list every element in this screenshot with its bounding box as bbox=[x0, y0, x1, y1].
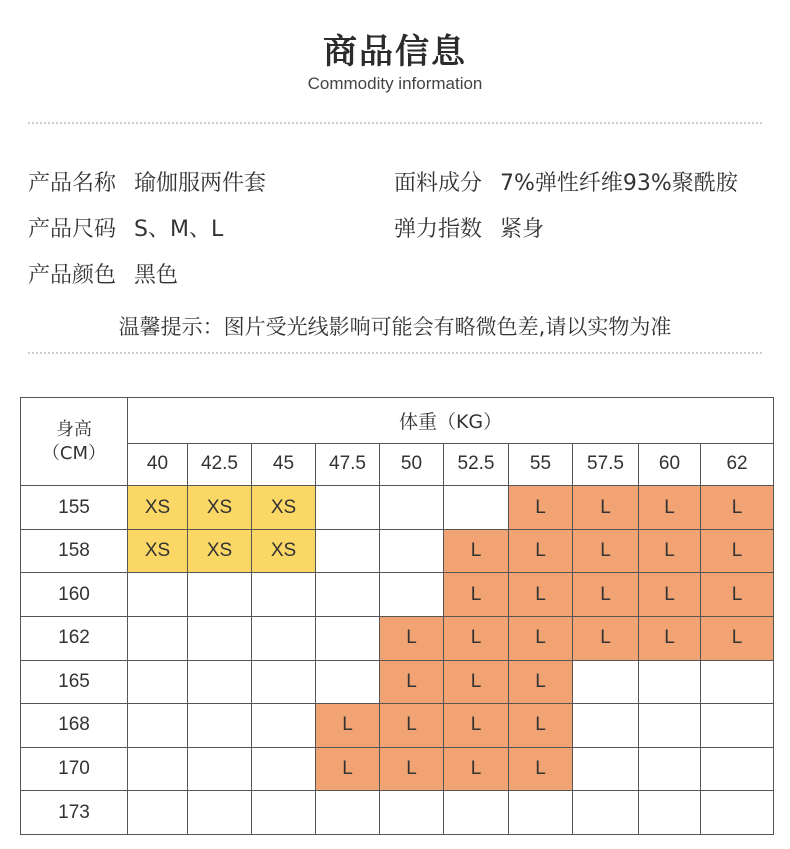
size-cell bbox=[573, 660, 639, 704]
top-divider bbox=[28, 122, 762, 124]
stretch-label: 弹力指数 bbox=[394, 217, 483, 242]
size-cell: L bbox=[573, 616, 639, 660]
size-cell bbox=[188, 791, 252, 835]
size-cell bbox=[444, 486, 509, 530]
size-cell: L bbox=[639, 486, 701, 530]
size-cell bbox=[701, 704, 774, 748]
size-cell: L bbox=[573, 573, 639, 617]
size-cell bbox=[316, 660, 380, 704]
product-name-value: 瑜伽服两件套 bbox=[134, 171, 267, 196]
size-cell bbox=[316, 616, 380, 660]
height-header-line2: （CM） bbox=[41, 442, 107, 464]
size-cell: L bbox=[701, 529, 774, 573]
size-cell bbox=[639, 747, 701, 791]
table-row bbox=[21, 791, 774, 835]
size-cell bbox=[573, 704, 639, 748]
size-cell bbox=[380, 486, 444, 530]
size-cell: L bbox=[509, 573, 573, 617]
size-cell bbox=[573, 791, 639, 835]
size-cell: L bbox=[380, 660, 444, 704]
size-cell bbox=[701, 747, 774, 791]
size-cell: L bbox=[701, 616, 774, 660]
size-cell: L bbox=[509, 747, 573, 791]
height-header-line1: 身高 bbox=[56, 418, 92, 440]
table-row bbox=[21, 704, 774, 748]
height-cell: 158 bbox=[21, 529, 128, 573]
size-cell: L bbox=[639, 529, 701, 573]
size-cell: L bbox=[509, 616, 573, 660]
size-cell bbox=[316, 791, 380, 835]
size-cell: L bbox=[380, 616, 444, 660]
size-cell bbox=[316, 573, 380, 617]
size-cell bbox=[380, 573, 444, 617]
table-row bbox=[21, 486, 774, 530]
table-row bbox=[21, 747, 774, 791]
size-cell: L bbox=[316, 747, 380, 791]
info-product-name bbox=[28, 166, 266, 197]
size-cell: L bbox=[573, 486, 639, 530]
table-row bbox=[21, 616, 774, 660]
bottom-divider bbox=[28, 352, 762, 354]
height-cell: 160 bbox=[21, 573, 128, 617]
size-cell: L bbox=[509, 486, 573, 530]
size-cell: XS bbox=[252, 529, 316, 573]
size-cell bbox=[128, 616, 188, 660]
page-title: 商品信息 bbox=[323, 32, 467, 72]
size-cell: L bbox=[316, 704, 380, 748]
weight-cell: 42.5 bbox=[188, 443, 252, 486]
size-cell bbox=[316, 486, 380, 530]
height-header bbox=[21, 398, 128, 486]
size-cell bbox=[252, 616, 316, 660]
table-row bbox=[21, 573, 774, 617]
size-cell bbox=[380, 529, 444, 573]
height-cell: 162 bbox=[21, 616, 128, 660]
size-cell bbox=[252, 791, 316, 835]
weight-cell: 57.5 bbox=[573, 443, 639, 486]
weight-cell: 50 bbox=[380, 443, 444, 486]
size-label: 产品尺码 bbox=[28, 217, 117, 242]
height-cell: 168 bbox=[21, 704, 128, 748]
size-cell bbox=[639, 704, 701, 748]
size-cell: L bbox=[444, 616, 509, 660]
height-cell: 155 bbox=[21, 486, 128, 530]
size-cell bbox=[252, 660, 316, 704]
color-tip: 温馨提示：图片受光线影响可能会有略微色差,请以实物为准 bbox=[118, 315, 672, 339]
weight-cell: 45 bbox=[252, 443, 316, 486]
size-cell: XS bbox=[128, 529, 188, 573]
size-cell bbox=[188, 573, 252, 617]
info-size bbox=[28, 212, 223, 243]
size-cell bbox=[128, 660, 188, 704]
weight-cell: 52.5 bbox=[444, 443, 509, 486]
size-cell bbox=[188, 660, 252, 704]
size-cell bbox=[252, 573, 316, 617]
size-cell bbox=[188, 704, 252, 748]
fabric-value: 7%弹性纤维93%聚酰胺 bbox=[500, 171, 738, 196]
size-cell: XS bbox=[252, 486, 316, 530]
size-cell bbox=[252, 747, 316, 791]
size-cell: L bbox=[509, 704, 573, 748]
size-cell bbox=[188, 616, 252, 660]
size-cell: L bbox=[701, 573, 774, 617]
height-cell: 165 bbox=[21, 660, 128, 704]
size-cell: XS bbox=[128, 486, 188, 530]
color-value: 黑色 bbox=[134, 263, 179, 288]
size-cell bbox=[444, 791, 509, 835]
weight-header: 体重（KG） bbox=[128, 398, 774, 444]
weight-cell: 60 bbox=[639, 443, 701, 486]
size-cell: L bbox=[509, 660, 573, 704]
weight-cell: 55 bbox=[509, 443, 573, 486]
stretch-value: 紧身 bbox=[500, 217, 545, 242]
size-chart-table bbox=[20, 397, 774, 835]
size-cell bbox=[128, 704, 188, 748]
size-cell: L bbox=[444, 660, 509, 704]
size-cell: L bbox=[701, 486, 774, 530]
size-cell: L bbox=[444, 747, 509, 791]
weight-cell: 47.5 bbox=[316, 443, 380, 486]
info-stretch bbox=[394, 212, 544, 243]
size-cell: L bbox=[639, 616, 701, 660]
size-cell bbox=[128, 791, 188, 835]
size-cell: L bbox=[573, 529, 639, 573]
size-cell: L bbox=[444, 529, 509, 573]
size-cell bbox=[509, 791, 573, 835]
size-cell bbox=[573, 747, 639, 791]
size-cell bbox=[316, 529, 380, 573]
weight-cell: 62 bbox=[701, 443, 774, 486]
size-cell bbox=[128, 573, 188, 617]
height-cell: 173 bbox=[21, 791, 128, 835]
size-cell bbox=[639, 660, 701, 704]
size-cell: L bbox=[444, 704, 509, 748]
size-cell: L bbox=[444, 573, 509, 617]
info-color bbox=[28, 258, 178, 289]
fabric-label: 面料成分 bbox=[394, 171, 483, 196]
table-row bbox=[21, 529, 774, 573]
size-value: S、M、L bbox=[134, 217, 224, 242]
size-cell: L bbox=[639, 573, 701, 617]
size-cell: L bbox=[509, 529, 573, 573]
info-fabric bbox=[394, 166, 738, 197]
weight-cell: 40 bbox=[128, 443, 188, 486]
size-cell: XS bbox=[188, 529, 252, 573]
size-cell bbox=[128, 747, 188, 791]
product-name-label: 产品名称 bbox=[28, 171, 117, 196]
size-cell bbox=[380, 791, 444, 835]
size-cell: L bbox=[380, 704, 444, 748]
size-cell bbox=[701, 660, 774, 704]
color-label: 产品颜色 bbox=[28, 263, 117, 288]
height-cell: 170 bbox=[21, 747, 128, 791]
size-cell: XS bbox=[188, 486, 252, 530]
size-cell bbox=[639, 791, 701, 835]
table-row bbox=[21, 660, 774, 704]
size-cell bbox=[188, 747, 252, 791]
size-cell bbox=[252, 704, 316, 748]
size-cell: L bbox=[380, 747, 444, 791]
page-subtitle: Commodity information bbox=[307, 74, 483, 93]
size-cell bbox=[701, 791, 774, 835]
